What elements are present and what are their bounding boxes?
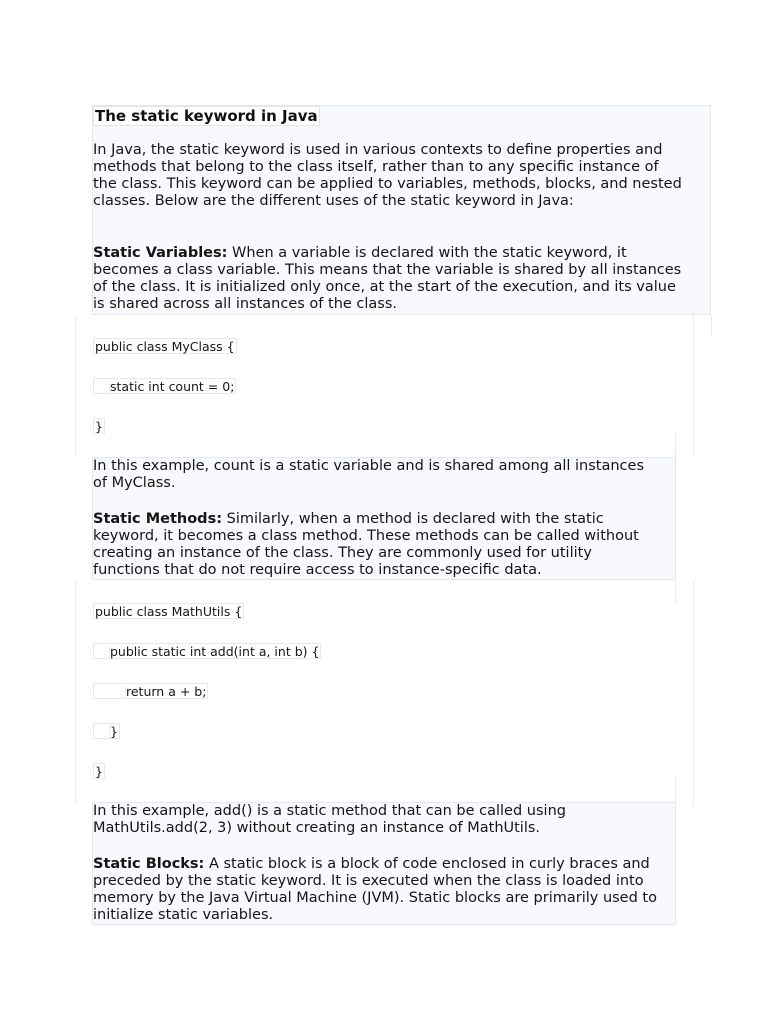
code-frame-right-inner bbox=[675, 580, 676, 604]
static-variable-note: In this example, count is a static variable and is shared among all instances of MyClass. bbox=[93, 458, 645, 491]
static-variables-heading: Static Variables: bbox=[93, 245, 228, 261]
static-methods-paragraph bbox=[93, 511, 653, 579]
code-frame-right-outer bbox=[711, 315, 712, 337]
code-frame-right bbox=[693, 315, 694, 457]
static-variables-paragraph bbox=[93, 245, 683, 313]
code-frame-left bbox=[75, 580, 76, 805]
code-line: public static int add(int a, int b) { bbox=[93, 643, 321, 659]
code-line: return a + b; bbox=[93, 683, 208, 699]
code-line: } bbox=[95, 419, 103, 434]
static-methods-heading: Static Methods: bbox=[93, 511, 222, 527]
block-frame-right bbox=[675, 777, 676, 802]
static-blocks-heading: Static Blocks: bbox=[93, 856, 205, 872]
block-frame-right bbox=[675, 432, 676, 457]
code-frame-left bbox=[75, 315, 76, 457]
code-line: static int count = 0; bbox=[93, 378, 236, 394]
static-variables-text: When a variable is declared with the static keyword, it becomes a class variable. This means that the variable is shared by all instances of the class. It is initialized only once, at the start of the execution, and its value is shared across all instances of the class. bbox=[93, 245, 682, 312]
code-frame-right bbox=[693, 580, 694, 805]
code-line: } bbox=[93, 723, 120, 739]
code-line: public class MathUtils { bbox=[95, 604, 243, 619]
static-blocks-paragraph bbox=[93, 856, 658, 924]
static-methods-text: Similarly, when a method is declared with the static keyword, it becomes a class method. These methods can be called without creating an instance of the class. They are commonly used for utility functions that do not require access to instance-specific data. bbox=[93, 511, 639, 578]
intro-paragraph: In Java, the static keyword is used in various contexts to define properties and methods that belong to the class itself, rather than to any specific instance of the class. This keyword can be applied to variables, methods, blocks, and nested classes. Below are the different uses of the static keyword in Java: bbox=[93, 142, 682, 209]
static-method-note: In this example, add() is a static method that can be called using MathUtils.add(2, 3) without creating an instance of MathUtils. bbox=[93, 803, 566, 836]
document-title: The static keyword in Java bbox=[95, 107, 318, 125]
static-blocks-text: A static block is a block of code enclosed in curly braces and preceded by the static keyword. It is executed when the class is loaded into memory by the Java Virtual Machine (JVM). Static blocks are primarily used to initialize static variables. bbox=[93, 856, 657, 923]
code-line: public class MyClass { bbox=[95, 339, 235, 354]
code-line: } bbox=[95, 764, 103, 779]
